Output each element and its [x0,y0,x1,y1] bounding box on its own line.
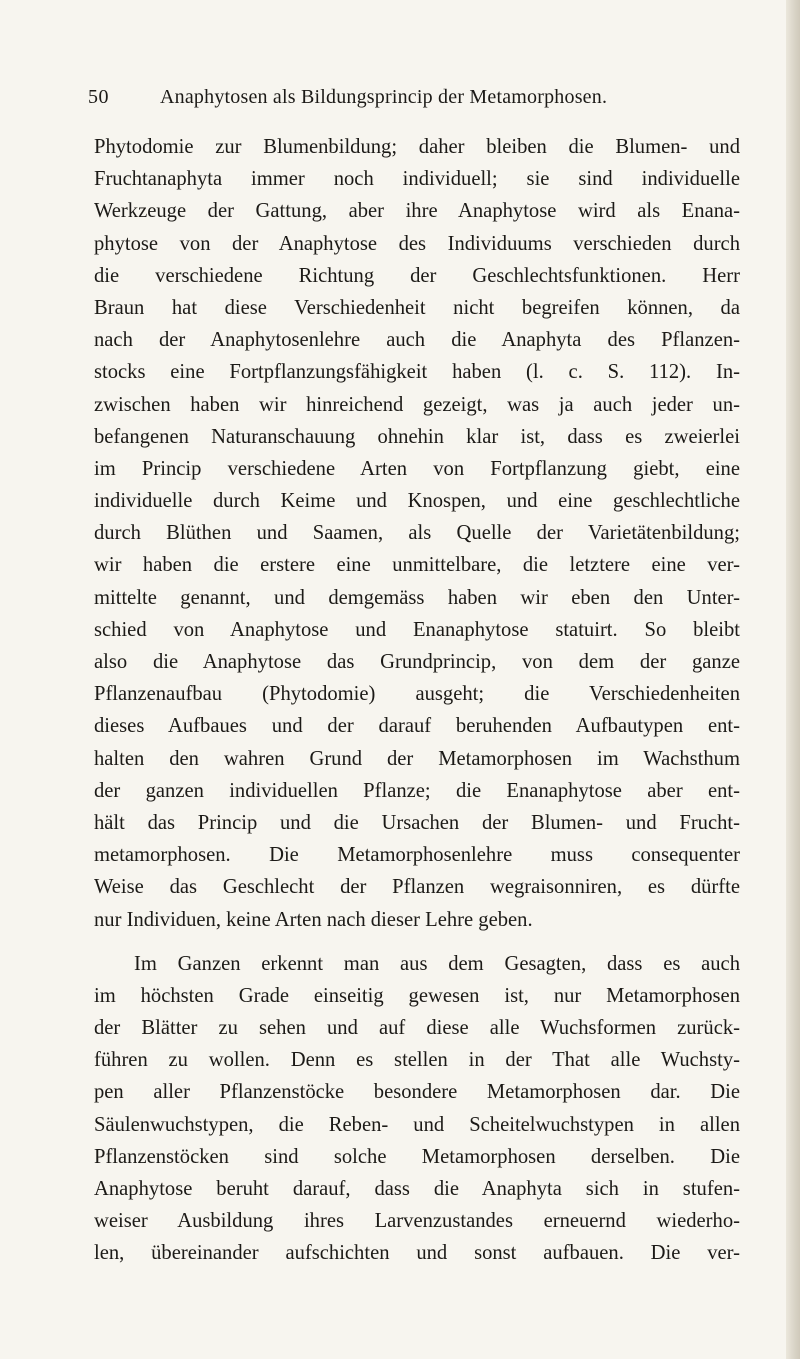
text-line: weiser Ausbildung ihres Larvenzustandes erneuernd wiederho- [94,1210,740,1233]
text-line: nur Individuen, keine Arten nach dieser Lehre geben. [94,908,533,931]
text-line: befangenen Naturanschauung ohnehin klar ist, dass es zweierlei [94,425,740,448]
text-line: Pflanzenaufbau (Phytodomie) ausgeht; die Verschiedenheiten [94,683,740,706]
text-line: wir haben die erstere eine unmittelbare, die letztere eine ver- [94,554,740,577]
text-line: mittelte genannt, und demgemäss haben wir eben den Unter- [94,586,740,609]
page-edge [786,0,800,1359]
text-line: Fruchtanaphyta immer noch individuell; sie sind individuelle [94,168,740,191]
paragraph-1 [94,131,740,936]
text-line: dieses Aufbaues und der darauf beruhenden Aufbautypen ent- [94,715,740,738]
text-line: führen zu wollen. Denn es stellen in der That alle Wuchsty- [94,1049,740,1072]
text-line: die verschiedene Richtung der Geschlechtsfunktionen. Herr [94,264,740,287]
text-line: hält das Princip und die Ursachen der Blumen- und Frucht- [94,811,740,834]
text-line: Säulenwuchstypen, die Reben- und Scheitelwuchstypen in allen [94,1113,740,1136]
text-line: individuelle durch Keime und Knospen, und eine geschlechtliche [94,490,740,513]
text-line: Werkzeuge der Gattung, aber ihre Anaphytose wird als Enana- [94,200,740,223]
text-line: im höchsten Grade einseitig gewesen ist, nur Metamorphosen [94,984,740,1007]
text-line: Weise das Geschlecht der Pflanzen wegraisonniren, es dürfte [94,876,740,899]
text-line: durch Blüthen und Saamen, als Quelle der Varietätenbildung; [94,522,740,545]
text-line: Braun hat diese Verschiedenheit nicht begreifen können, da [94,296,740,319]
text-line: stocks eine Fortpflanzungsfähigkeit haben (l. c. S. 112). In- [94,361,740,384]
text-line: Im Ganzen erkennt man aus dem Gesagten, dass es auch [134,952,740,975]
paragraph-2 [94,948,740,1270]
page-number: 50 [88,86,109,108]
text-line: zwischen haben wir hinreichend gezeigt, was ja auch jeder un- [94,393,740,416]
body-text [94,131,740,1270]
text-line: phytose von der Anaphytose des Individuums verschieden durch [94,232,740,255]
running-head-title: Anaphytosen als Bildungsprincip der Metamorphosen. [160,86,608,108]
text-line: der ganzen individuellen Pflanze; die Enanaphytose aber ent- [94,779,740,802]
text-line: pen aller Pflanzenstöcke besondere Metamorphosen dar. Die [94,1081,740,1104]
text-line: der Blätter zu sehen und auf diese alle Wuchsformen zurück- [94,1017,740,1040]
text-line: im Princip verschiedene Arten von Fortpflanzung giebt, eine [94,457,740,480]
text-line: Anaphytose beruht darauf, dass die Anaphyta sich in stufen- [94,1178,740,1200]
text-line: metamorphosen. Die Metamorphosenlehre muss consequenter [94,844,740,867]
text-line: schied von Anaphytose und Enanaphytose statuirt. So bleibt [94,618,740,641]
text-line: len, übereinander aufschichten und sonst aufbauen. Die ver- [94,1242,740,1265]
text-line: nach der Anaphytosenlehre auch die Anaphyta des Pflanzen- [94,329,740,352]
running-head [88,86,728,116]
text-line: Pflanzenstöcken sind solche Metamorphosen derselben. Die [94,1145,740,1168]
text-line: Phytodomie zur Blumenbildung; daher bleiben die Blumen- und [94,136,740,158]
text-line: halten den wahren Grund der Metamorphosen im Wachsthum [94,747,740,770]
text-line: also die Anaphytose das Grundprincip, von dem der ganze [94,651,740,673]
